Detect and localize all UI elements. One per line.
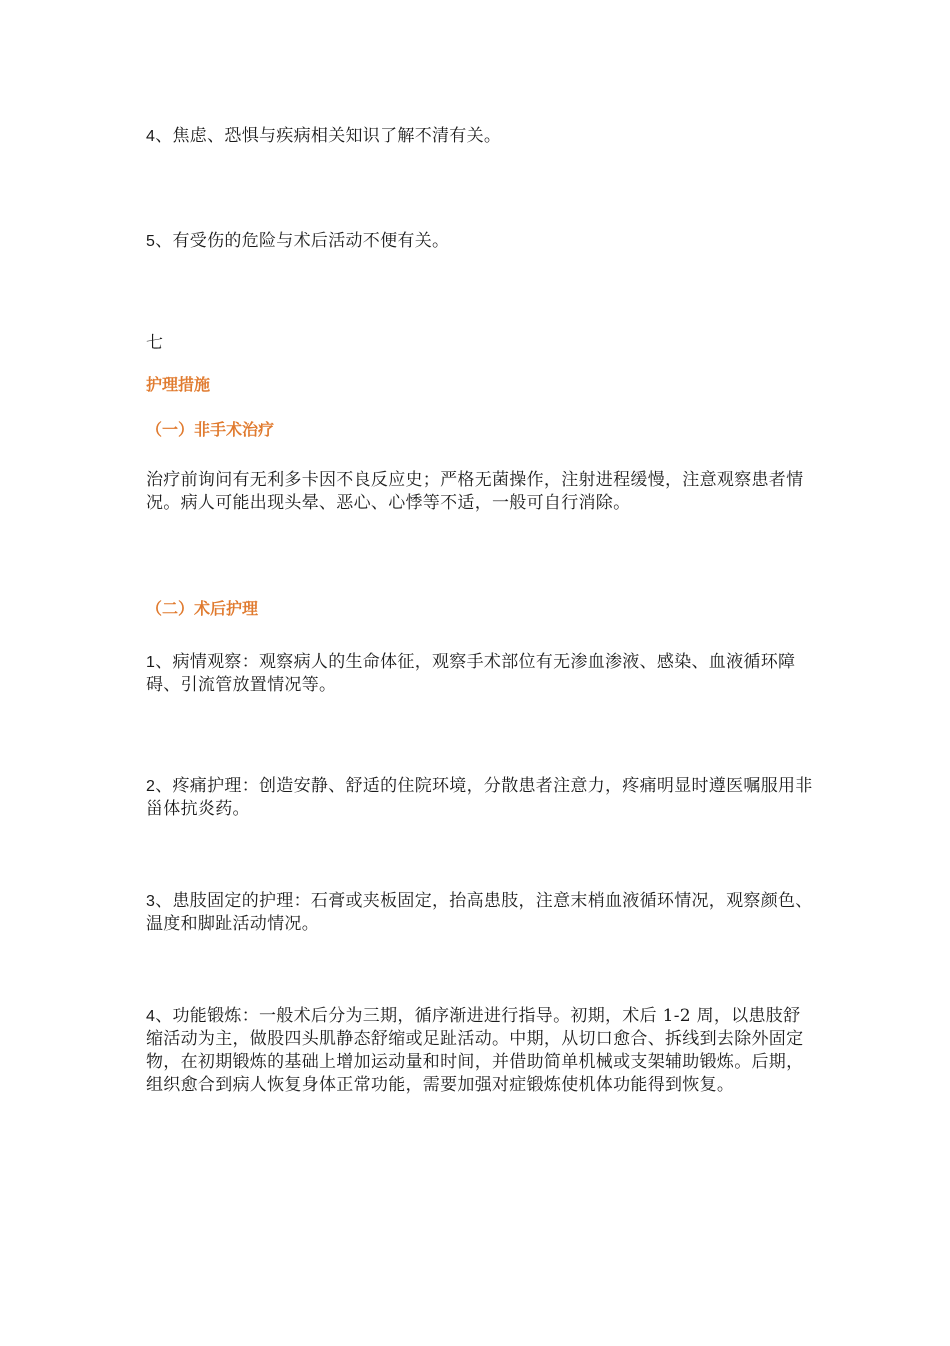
item-number: 1 [146,654,156,671]
list-item [146,890,816,936]
item-text: 、功能锻炼：一般术后分为三期，循序渐进进行指导。初期，术后 1-2 周，以患肢舒缩活动为主，做股四头肌静态舒缩或足趾活动。中期，从切口愈合、拆线到去除外固定物，在初期锻炼的基础上增加运动量和时间，并借助简单机械或支架辅助锻炼。后期，组织愈合到病人恢复身体正常功能，需要加强对症锻炼使机体功能得到恢复。 [146,1006,804,1095]
item-number: 3 [146,893,156,910]
item-number: 5 [146,233,156,250]
list-item [146,230,816,253]
item-number: 4 [146,128,156,145]
paragraph: 治疗前询问有无利多卡因不良反应史；严格无菌操作，注射进程缓慢，注意观察患者情况。病人可能出现头晕、恶心、心悸等不适，一般可自行消除。 [146,470,804,513]
item-text: 、病情观察：观察病人的生命体征，观察手术部位有无渗血渗液、感染、血液循环障碍、引流管放置情况等。 [146,652,796,695]
list-item [146,1005,816,1097]
section-title: 护理措施 [146,375,211,394]
item-text: 、有受伤的危险与术后活动不便有关。 [155,231,450,251]
item-number: 4 [146,1008,156,1025]
subsection-title: （一）非手术治疗 [146,420,275,439]
subsection-title: （二）术后护理 [146,599,259,618]
list-item [146,651,816,697]
list-item [146,775,816,821]
item-text: 、疼痛护理：创造安静、舒适的住院环境，分散患者注意力，疼痛明显时遵医嘱服用非甾体抗炎药。 [146,776,813,819]
item-text: 、患肢固定的护理：石膏或夹板固定，抬高患肢，注意末梢血液循环情况，观察颜色、温度和脚趾活动情况。 [146,891,813,934]
item-text: 、焦虑、恐惧与疾病相关知识了解不清有关。 [155,126,502,146]
item-number: 2 [146,778,156,795]
section-number: 七 [146,333,163,353]
list-item [146,125,816,148]
